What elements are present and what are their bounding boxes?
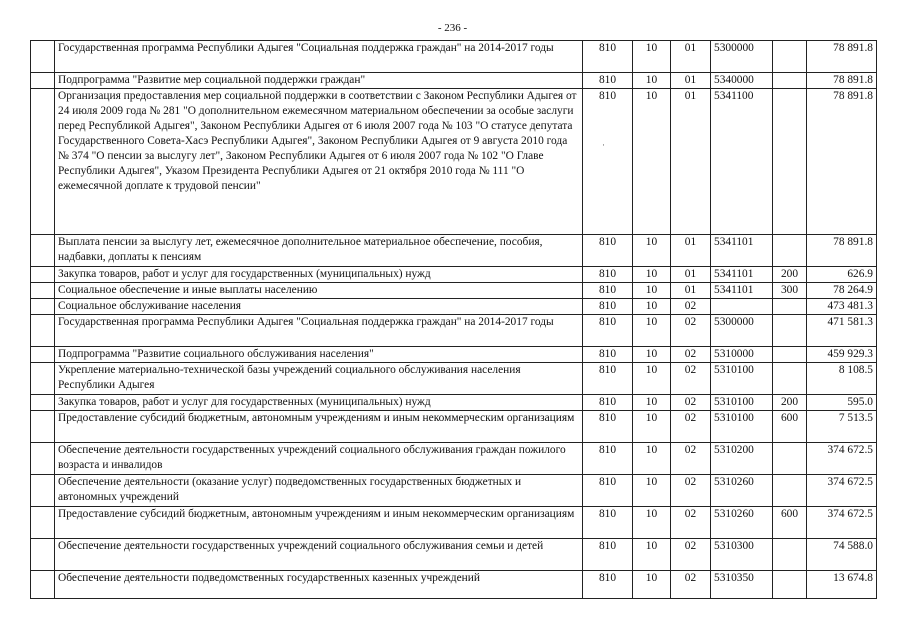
- row-subsection-code: 02: [671, 315, 711, 347]
- row-subsection-code: 01: [671, 283, 711, 299]
- row-subsection-code: 01: [671, 73, 711, 89]
- row-amount: 374 672.5: [807, 443, 877, 475]
- table-row: [31, 267, 877, 283]
- row-target-article: 5310100: [711, 363, 773, 395]
- row-name: Выплата пенсии за выслугу лет, ежемесячное дополнительное материальное обеспечение, пособия, надбавки, доплаты к пенсиям: [55, 235, 583, 267]
- row-section-code: 10: [633, 299, 671, 315]
- table-row: [31, 73, 877, 89]
- row-blank-cell: [31, 411, 55, 443]
- row-name: Закупка товаров, работ и услуг для государственных (муниципальных) нужд: [55, 395, 583, 411]
- row-amount: 78 891.8: [807, 73, 877, 89]
- row-section-code: 10: [633, 395, 671, 411]
- row-name: Организация предоставления мер социальной поддержки в соответствии с Законом Республики Адыгея от 24 июля 2009 года № 281 "О дополнительном ежемесячном материальном обеспечении за особые заслуги перед Республикой Адыгея", Законом Республики Адыгея от 6 июля 2007 года № 103 "О статусе депутата Государственного Совета-Хасэ Республики Адыгея", Законом Республики Адыгея от 9 августа 2010 года № 374 "О пенсии за выслугу лет", Законом Республики Адыгея от 6 июля 2007 года № 102 "О Главе Республики Адыгея", Указом Президента Республики Адыгея от 21 октября 2010 года № 111 "О ежемесячной доплате к трудовой пенсии": [55, 89, 583, 235]
- row-target-article: [711, 299, 773, 315]
- table-row: [31, 507, 877, 539]
- table-row: [31, 411, 877, 443]
- row-blank-cell: [31, 299, 55, 315]
- table-row: [31, 475, 877, 507]
- scan-artifact: ·: [602, 140, 605, 150]
- table-row: [31, 363, 877, 395]
- page-number: - 236 -: [437, 22, 468, 34]
- row-ministry-code: 810: [583, 571, 633, 599]
- row-target-article: 5300000: [711, 315, 773, 347]
- table-body: [31, 41, 877, 599]
- row-ministry-code: 810: [583, 41, 633, 73]
- row-name: Обеспечение деятельности государственных учреждений социального обслуживания семьи и детей: [55, 539, 583, 571]
- row-expense-type: 600: [773, 507, 807, 539]
- row-section-code: 10: [633, 89, 671, 235]
- row-expense-type: [773, 41, 807, 73]
- row-section-code: 10: [633, 363, 671, 395]
- row-section-code: 10: [633, 475, 671, 507]
- row-section-code: 10: [633, 347, 671, 363]
- row-subsection-code: 01: [671, 235, 711, 267]
- row-blank-cell: [31, 443, 55, 475]
- row-expense-type: [773, 539, 807, 571]
- row-amount: 626.9: [807, 267, 877, 283]
- row-target-article: 5310350: [711, 571, 773, 599]
- row-blank-cell: [31, 283, 55, 299]
- row-expense-type: 200: [773, 267, 807, 283]
- row-name: Закупка товаров, работ и услуг для государственных (муниципальных) нужд: [55, 267, 583, 283]
- row-subsection-code: 02: [671, 539, 711, 571]
- row-expense-type: [773, 571, 807, 599]
- row-name: Предоставление субсидий бюджетным, автономным учреждениям и иным некоммерческим организациям: [55, 411, 583, 443]
- row-target-article: 5340000: [711, 73, 773, 89]
- row-section-code: 10: [633, 507, 671, 539]
- row-blank-cell: [31, 41, 55, 73]
- row-name: Подпрограмма "Развитие мер социальной поддержки граждан": [55, 73, 583, 89]
- row-amount: 374 672.5: [807, 507, 877, 539]
- row-ministry-code: 810: [583, 475, 633, 507]
- table-row: [31, 539, 877, 571]
- row-blank-cell: [31, 475, 55, 507]
- row-expense-type: [773, 475, 807, 507]
- row-expense-type: [773, 89, 807, 235]
- row-amount: 74 588.0: [807, 539, 877, 571]
- row-ministry-code: 810: [583, 315, 633, 347]
- row-target-article: 5310000: [711, 347, 773, 363]
- row-section-code: 10: [633, 443, 671, 475]
- row-amount: 13 674.8: [807, 571, 877, 599]
- row-subsection-code: 02: [671, 299, 711, 315]
- row-target-article: 5341101: [711, 267, 773, 283]
- row-subsection-code: 02: [671, 363, 711, 395]
- row-expense-type: 300: [773, 283, 807, 299]
- table-row: [31, 571, 877, 599]
- row-blank-cell: [31, 267, 55, 283]
- row-ministry-code: 810: [583, 363, 633, 395]
- table-row: [31, 41, 877, 73]
- row-ministry-code: 810: [583, 507, 633, 539]
- table-row: [31, 443, 877, 475]
- row-amount: 8 108.5: [807, 363, 877, 395]
- row-section-code: 10: [633, 235, 671, 267]
- row-blank-cell: [31, 507, 55, 539]
- row-name: Государственная программа Республики Адыгея "Социальная поддержка граждан" на 2014-2017 годы: [55, 41, 583, 73]
- table-row: [31, 89, 877, 235]
- row-subsection-code: 02: [671, 347, 711, 363]
- table-row: [31, 299, 877, 315]
- row-section-code: 10: [633, 315, 671, 347]
- row-section-code: 10: [633, 73, 671, 89]
- row-name: Обеспечение деятельности государственных учреждений социального обслуживания граждан пожилого возраста и инвалидов: [55, 443, 583, 475]
- row-name: Предоставление субсидий бюджетным, автономным учреждениям и иным некоммерческим организациям: [55, 507, 583, 539]
- row-target-article: 5310300: [711, 539, 773, 571]
- row-section-code: 10: [633, 571, 671, 599]
- row-blank-cell: [31, 347, 55, 363]
- row-subsection-code: 02: [671, 395, 711, 411]
- row-subsection-code: 01: [671, 41, 711, 73]
- row-ministry-code: 810: [583, 73, 633, 89]
- row-subsection-code: 02: [671, 507, 711, 539]
- row-section-code: 10: [633, 267, 671, 283]
- row-ministry-code: 810: [583, 235, 633, 267]
- row-blank-cell: [31, 571, 55, 599]
- row-name: Социальное обслуживание населения: [55, 299, 583, 315]
- row-section-code: 10: [633, 539, 671, 571]
- row-expense-type: [773, 443, 807, 475]
- row-blank-cell: [31, 235, 55, 267]
- row-expense-type: [773, 73, 807, 89]
- row-blank-cell: [31, 315, 55, 347]
- row-amount: 374 672.5: [807, 475, 877, 507]
- row-expense-type: [773, 299, 807, 315]
- row-blank-cell: [31, 89, 55, 235]
- row-subsection-code: 01: [671, 89, 711, 235]
- row-amount: 595.0: [807, 395, 877, 411]
- table-row: [31, 283, 877, 299]
- row-ministry-code: 810: [583, 299, 633, 315]
- row-section-code: 10: [633, 283, 671, 299]
- row-expense-type: [773, 347, 807, 363]
- row-ministry-code: 810: [583, 283, 633, 299]
- row-section-code: 10: [633, 411, 671, 443]
- row-name: Укрепление материально-технической базы учреждений социального обслуживания населения Республики Адыгея: [55, 363, 583, 395]
- row-name: Обеспечение деятельности (оказание услуг) подведомственных государственных бюджетных и автономных учреждений: [55, 475, 583, 507]
- row-target-article: 5341101: [711, 235, 773, 267]
- row-blank-cell: [31, 539, 55, 571]
- row-amount: 78 891.8: [807, 235, 877, 267]
- row-expense-type: [773, 315, 807, 347]
- row-ministry-code: 810: [583, 539, 633, 571]
- row-target-article: 5341101: [711, 283, 773, 299]
- budget-table: [30, 40, 877, 599]
- row-ministry-code: 810: [583, 443, 633, 475]
- row-name: Подпрограмма "Развитие социального обслуживания населения": [55, 347, 583, 363]
- row-amount: 459 929.3: [807, 347, 877, 363]
- row-name: Социальное обеспечение и иные выплаты населению: [55, 283, 583, 299]
- row-expense-type: 600: [773, 411, 807, 443]
- row-ministry-code: 810: [583, 89, 633, 235]
- row-subsection-code: 02: [671, 571, 711, 599]
- row-expense-type: 200: [773, 395, 807, 411]
- row-blank-cell: [31, 395, 55, 411]
- row-section-code: 10: [633, 41, 671, 73]
- row-target-article: 5310100: [711, 395, 773, 411]
- row-subsection-code: 02: [671, 411, 711, 443]
- row-expense-type: [773, 235, 807, 267]
- row-amount: 78 891.8: [807, 41, 877, 73]
- row-ministry-code: 810: [583, 347, 633, 363]
- row-target-article: 5310100: [711, 411, 773, 443]
- row-amount: 78 264.9: [807, 283, 877, 299]
- row-target-article: 5341100: [711, 89, 773, 235]
- table-row: [31, 315, 877, 347]
- row-target-article: 5310260: [711, 475, 773, 507]
- table-row: [31, 395, 877, 411]
- row-amount: 7 513.5: [807, 411, 877, 443]
- row-expense-type: [773, 363, 807, 395]
- row-amount: 473 481.3: [807, 299, 877, 315]
- row-subsection-code: 02: [671, 443, 711, 475]
- row-subsection-code: 02: [671, 475, 711, 507]
- row-ministry-code: 810: [583, 267, 633, 283]
- row-ministry-code: 810: [583, 411, 633, 443]
- row-target-article: 5310200: [711, 443, 773, 475]
- row-name: Государственная программа Республики Адыгея "Социальная поддержка граждан" на 2014-2017 годы: [55, 315, 583, 347]
- row-amount: 471 581.3: [807, 315, 877, 347]
- table-row: [31, 235, 877, 267]
- table-row: [31, 347, 877, 363]
- row-target-article: 5300000: [711, 41, 773, 73]
- row-amount: 78 891.8: [807, 89, 877, 235]
- row-name: Обеспечение деятельности подведомственных государственных казенных учреждений: [55, 571, 583, 599]
- row-blank-cell: [31, 73, 55, 89]
- row-blank-cell: [31, 363, 55, 395]
- row-target-article: 5310260: [711, 507, 773, 539]
- row-subsection-code: 01: [671, 267, 711, 283]
- row-ministry-code: 810: [583, 395, 633, 411]
